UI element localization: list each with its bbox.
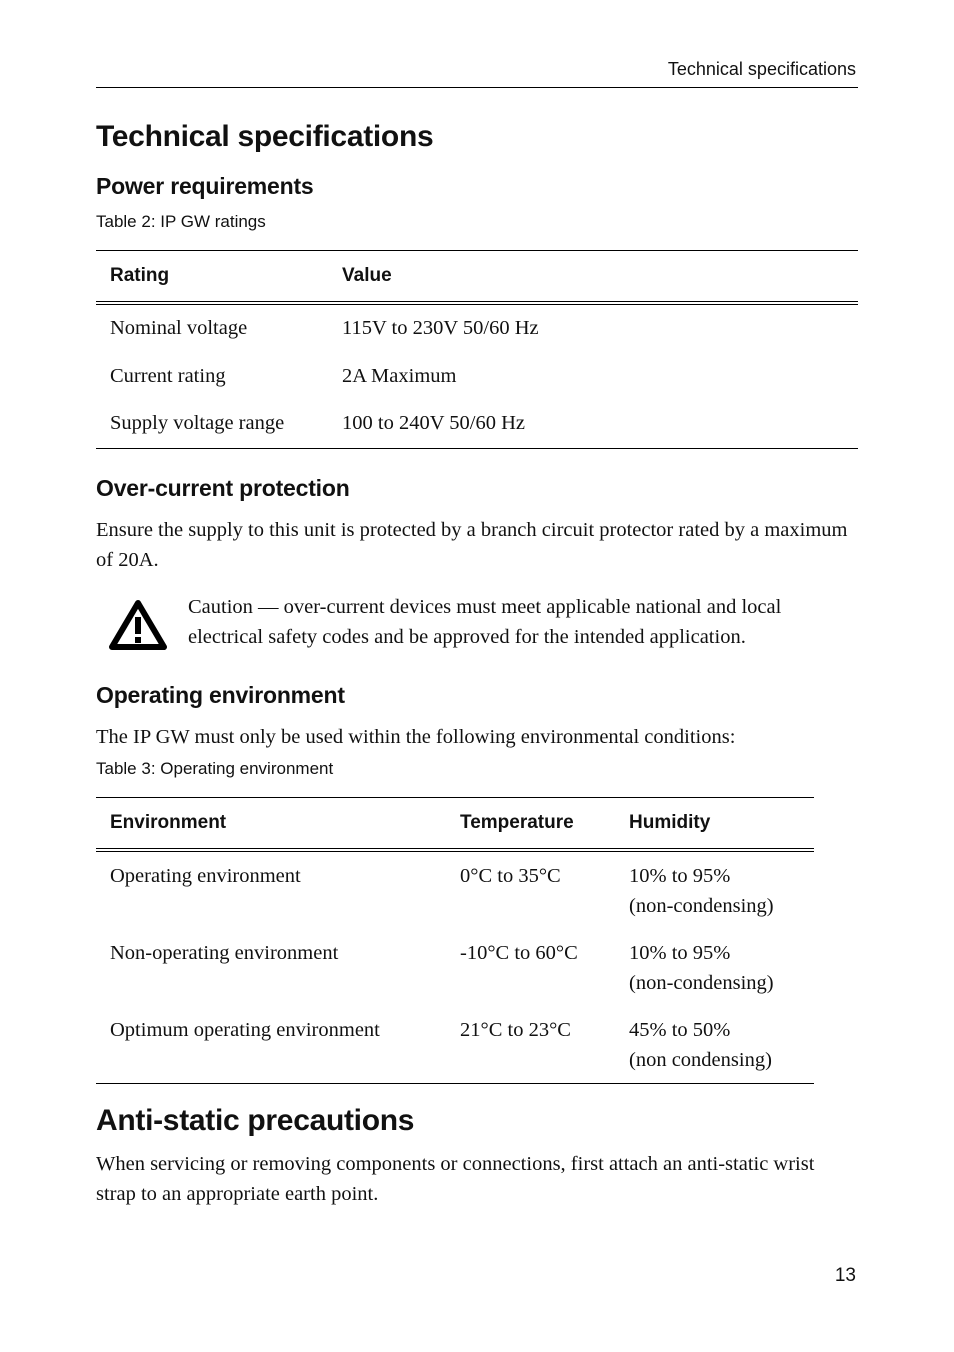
- table-cell: 2A Maximum: [342, 365, 457, 387]
- antistatic-paragraph: When servicing or removing components or connections, first attach an anti-static wrist strap to an appropriate earth point.: [96, 1153, 815, 1205]
- column-header-humidity: Humidity: [629, 812, 711, 833]
- table-cell: (non-condensing): [629, 972, 774, 994]
- column-header-temperature: Temperature: [460, 812, 574, 833]
- antistatic-heading: Anti-static precautions: [96, 1104, 415, 1137]
- table-rule: [96, 1083, 814, 1084]
- environment-intro: The IP GW must only be used within the following environmental conditions:: [96, 726, 736, 748]
- table-cell: 21°C to 23°C: [460, 1019, 571, 1041]
- table-cell: Supply voltage range: [110, 412, 285, 434]
- table-cell: -10°C to 60°C: [460, 942, 578, 964]
- page-title: Technical specifications: [96, 120, 434, 153]
- power-requirements-heading: Power requirements: [96, 173, 314, 199]
- overcurrent-heading: Over-current protection: [96, 475, 350, 501]
- column-header-environment: Environment: [110, 812, 227, 833]
- table-cell: Optimum operating environment: [110, 1019, 380, 1041]
- table-cell: Non-operating environment: [110, 942, 339, 964]
- overcurrent-paragraph: Ensure the supply to this unit is protected by a branch circuit protector rated by a maximum of 20A.: [96, 519, 848, 571]
- caution-note: Caution — over-current devices must meet applicable national and local electrical safety codes and be approved for the intended application.: [188, 596, 782, 648]
- operating-environment-heading: Operating environment: [96, 682, 345, 708]
- page-number: 13: [834, 1265, 856, 1286]
- table-cell: 115V to 230V 50/60 Hz: [342, 317, 539, 339]
- table-cell: 45% to 50%: [629, 1019, 731, 1041]
- table-cell: 0°C to 35°C: [460, 865, 561, 887]
- table-cell: Nominal voltage: [110, 317, 248, 339]
- table-cell: Operating environment: [110, 865, 301, 887]
- table-header-rule: [96, 301, 858, 305]
- table-cell: (non-condensing): [629, 895, 774, 917]
- header-rule: [96, 87, 858, 88]
- running-header: Technical specifications: [667, 59, 856, 79]
- table-rule: [96, 797, 814, 798]
- table3-caption: Table 3: Operating environment: [96, 759, 334, 778]
- table-cell: Current rating: [110, 365, 226, 387]
- table2-caption: Table 2: IP GW ratings: [96, 212, 266, 231]
- warning-triangle-icon: [108, 599, 168, 651]
- table-rule: [96, 250, 858, 251]
- table-header-rule: [96, 848, 814, 852]
- table-cell: 10% to 95%: [629, 865, 731, 887]
- environment-table: [96, 797, 814, 1087]
- table-cell: 100 to 240V 50/60 Hz: [342, 412, 525, 434]
- table-rule: [96, 448, 858, 449]
- table-cell: 10% to 95%: [629, 942, 731, 964]
- column-header-rating: Rating: [110, 265, 170, 286]
- table-cell: (non condensing): [629, 1049, 772, 1071]
- ratings-table: [96, 250, 858, 450]
- column-header-value: Value: [342, 265, 392, 286]
